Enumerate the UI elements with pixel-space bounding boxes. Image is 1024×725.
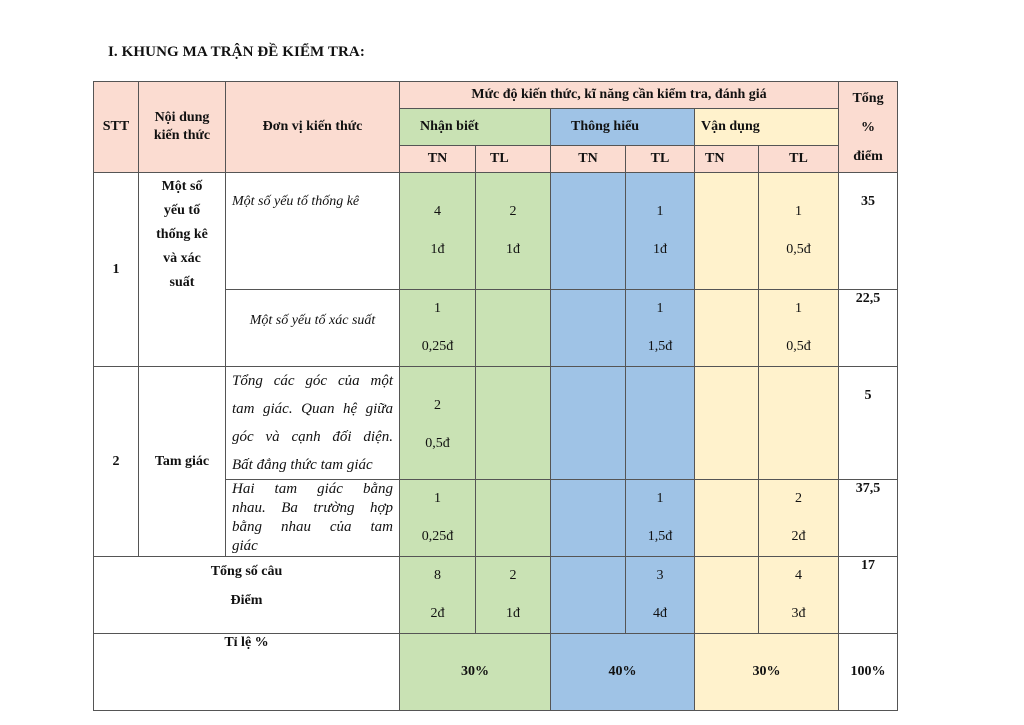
points: 3đ bbox=[791, 606, 806, 621]
points: 0,25đ bbox=[421, 339, 454, 354]
unit-line: nhau. Ba trường hợp bbox=[232, 500, 393, 516]
question-count: 1 bbox=[795, 204, 803, 219]
topic-cell: Tam giác bbox=[139, 367, 226, 557]
unit-cell bbox=[226, 367, 400, 480]
nb-tl-cell bbox=[476, 290, 551, 367]
nb-tl-cell bbox=[476, 480, 551, 557]
nb-percent: 30% bbox=[400, 634, 551, 711]
th-tl-cell bbox=[626, 290, 695, 367]
total-percent: 100% bbox=[839, 634, 898, 711]
points: 1,5đ bbox=[647, 529, 673, 544]
question-count: 1 bbox=[434, 491, 441, 506]
test-matrix-table bbox=[93, 81, 898, 711]
points: 2đ bbox=[791, 529, 806, 544]
vd-tn-cell bbox=[695, 557, 759, 634]
header-van-dung: Vận dụng bbox=[695, 109, 839, 146]
header-noi-dung bbox=[139, 82, 226, 173]
diem-label: Điểm bbox=[230, 593, 263, 608]
header-thong-hieu: Thông hiểu bbox=[551, 109, 695, 146]
points: 0,5đ bbox=[786, 242, 811, 257]
points: 1,5đ bbox=[647, 339, 673, 354]
unit-cell: Một số yếu tố thống kê bbox=[226, 173, 400, 290]
topic-cell bbox=[139, 173, 226, 367]
nb-tn-cell bbox=[400, 367, 476, 480]
question-count: 1 bbox=[434, 301, 441, 316]
th-tl-cell bbox=[626, 367, 695, 480]
vd-tl-cell bbox=[759, 173, 839, 290]
stt-cell: 1 bbox=[94, 173, 139, 367]
nb-tl-cell bbox=[476, 173, 551, 290]
header-tong-line2: % bbox=[861, 119, 876, 135]
vd-percent: 30% bbox=[695, 634, 839, 711]
points: 1đ bbox=[506, 242, 520, 257]
nb-tn-cell bbox=[400, 173, 476, 290]
header-row-1 bbox=[94, 82, 898, 109]
header-tong bbox=[839, 82, 898, 173]
vd-tl-cell bbox=[759, 480, 839, 557]
nb-tn-cell bbox=[400, 480, 476, 557]
question-count: 2 bbox=[509, 568, 517, 583]
unit-line: góc và cạnh đối diện. bbox=[232, 429, 393, 445]
unit-cell bbox=[226, 480, 400, 557]
th-tn-cell bbox=[551, 480, 626, 557]
unit-line: Hai tam giác bằng bbox=[232, 481, 393, 497]
vd-tl-cell bbox=[759, 557, 839, 634]
total-cell: 22,5 bbox=[839, 290, 898, 367]
th-tl-cell bbox=[626, 480, 695, 557]
topic-line: và xác bbox=[163, 251, 201, 266]
topic-line: thống kê bbox=[156, 227, 208, 242]
section-heading: I. KHUNG MA TRẬN ĐỀ KIỂM TRA: bbox=[108, 44, 365, 60]
header-tong-line3: điểm bbox=[853, 148, 883, 164]
ti-le-label: Tỉ lệ % bbox=[94, 634, 400, 711]
summary-label-cell bbox=[94, 557, 400, 634]
question-count: 8 bbox=[434, 568, 441, 583]
points: 1đ bbox=[506, 606, 520, 621]
topic-line: Một số bbox=[161, 179, 203, 194]
header-nb-tl: TL bbox=[476, 146, 551, 173]
points: 2đ bbox=[430, 606, 445, 621]
points: 4đ bbox=[653, 606, 667, 621]
summary-row bbox=[94, 557, 898, 634]
header-noi-dung-line1: Nội dung bbox=[154, 110, 210, 125]
total-cell: 37,5 bbox=[839, 480, 898, 557]
header-vd-tn: TN bbox=[695, 146, 759, 173]
percent-row bbox=[94, 634, 898, 711]
nb-tl-cell bbox=[476, 367, 551, 480]
question-count: 4 bbox=[795, 568, 803, 583]
question-count: 2 bbox=[795, 491, 803, 506]
points: 0,5đ bbox=[786, 339, 811, 354]
header-noi-dung-line2: kiến thức bbox=[153, 128, 211, 143]
th-tn-cell bbox=[551, 173, 626, 290]
vd-tn-cell bbox=[695, 290, 759, 367]
nb-tn-cell bbox=[400, 557, 476, 634]
header-don-vi: Đơn vị kiến thức bbox=[226, 82, 400, 173]
nb-tl-cell bbox=[476, 557, 551, 634]
unit-line: tam giác. Quan hệ giữa bbox=[232, 401, 393, 417]
tong-so-cau-label: Tổng số câu bbox=[210, 564, 283, 579]
points: 0,25đ bbox=[421, 529, 454, 544]
vd-tn-cell bbox=[695, 173, 759, 290]
table-row bbox=[94, 173, 898, 290]
th-tl-cell bbox=[626, 557, 695, 634]
question-count: 2 bbox=[434, 398, 441, 413]
unit-cell: Một số yếu tố xác suất bbox=[226, 290, 400, 367]
th-tn-cell bbox=[551, 557, 626, 634]
header-stt: STT bbox=[94, 82, 139, 173]
total-cell: 17 bbox=[839, 557, 898, 634]
question-count: 1 bbox=[656, 301, 664, 316]
topic-line: suất bbox=[169, 275, 195, 290]
points: 1đ bbox=[653, 242, 667, 257]
header-tong-line1: Tổng bbox=[852, 90, 884, 106]
vd-tl-cell bbox=[759, 367, 839, 480]
table-row bbox=[94, 367, 898, 480]
question-count: 1 bbox=[656, 204, 664, 219]
unit-line: Bất đẳng thức tam giác bbox=[232, 457, 373, 473]
question-count: 1 bbox=[656, 491, 664, 506]
vd-tn-cell bbox=[695, 367, 759, 480]
points: 0,5đ bbox=[425, 436, 450, 451]
nb-tn-cell bbox=[400, 290, 476, 367]
th-tn-cell bbox=[551, 290, 626, 367]
unit-line: giác bbox=[232, 538, 258, 554]
header-th-tn: TN bbox=[551, 146, 626, 173]
topic-line: yếu tố bbox=[163, 203, 201, 218]
header-vd-tl: TL bbox=[759, 146, 839, 173]
question-count: 3 bbox=[656, 568, 664, 583]
points: 1đ bbox=[430, 242, 445, 257]
vd-tl-cell bbox=[759, 290, 839, 367]
total-cell: 5 bbox=[839, 367, 898, 480]
question-count: 4 bbox=[434, 204, 441, 219]
unit-line: Tổng các góc của một bbox=[232, 373, 393, 389]
header-th-tl: TL bbox=[626, 146, 695, 173]
th-tn-cell bbox=[551, 367, 626, 480]
header-nhan-biet: Nhận biết bbox=[400, 109, 551, 146]
stt-cell: 2 bbox=[94, 367, 139, 557]
question-count: 1 bbox=[795, 301, 803, 316]
question-count: 2 bbox=[509, 204, 517, 219]
th-percent: 40% bbox=[551, 634, 695, 711]
total-cell: 35 bbox=[839, 173, 898, 290]
vd-tn-cell bbox=[695, 480, 759, 557]
header-muc-do: Mức độ kiến thức, kĩ năng cần kiểm tra, đánh giá bbox=[400, 82, 839, 109]
th-tl-cell bbox=[626, 173, 695, 290]
header-nb-tn: TN bbox=[400, 146, 476, 173]
unit-line: bằng nhau của tam bbox=[232, 519, 393, 535]
